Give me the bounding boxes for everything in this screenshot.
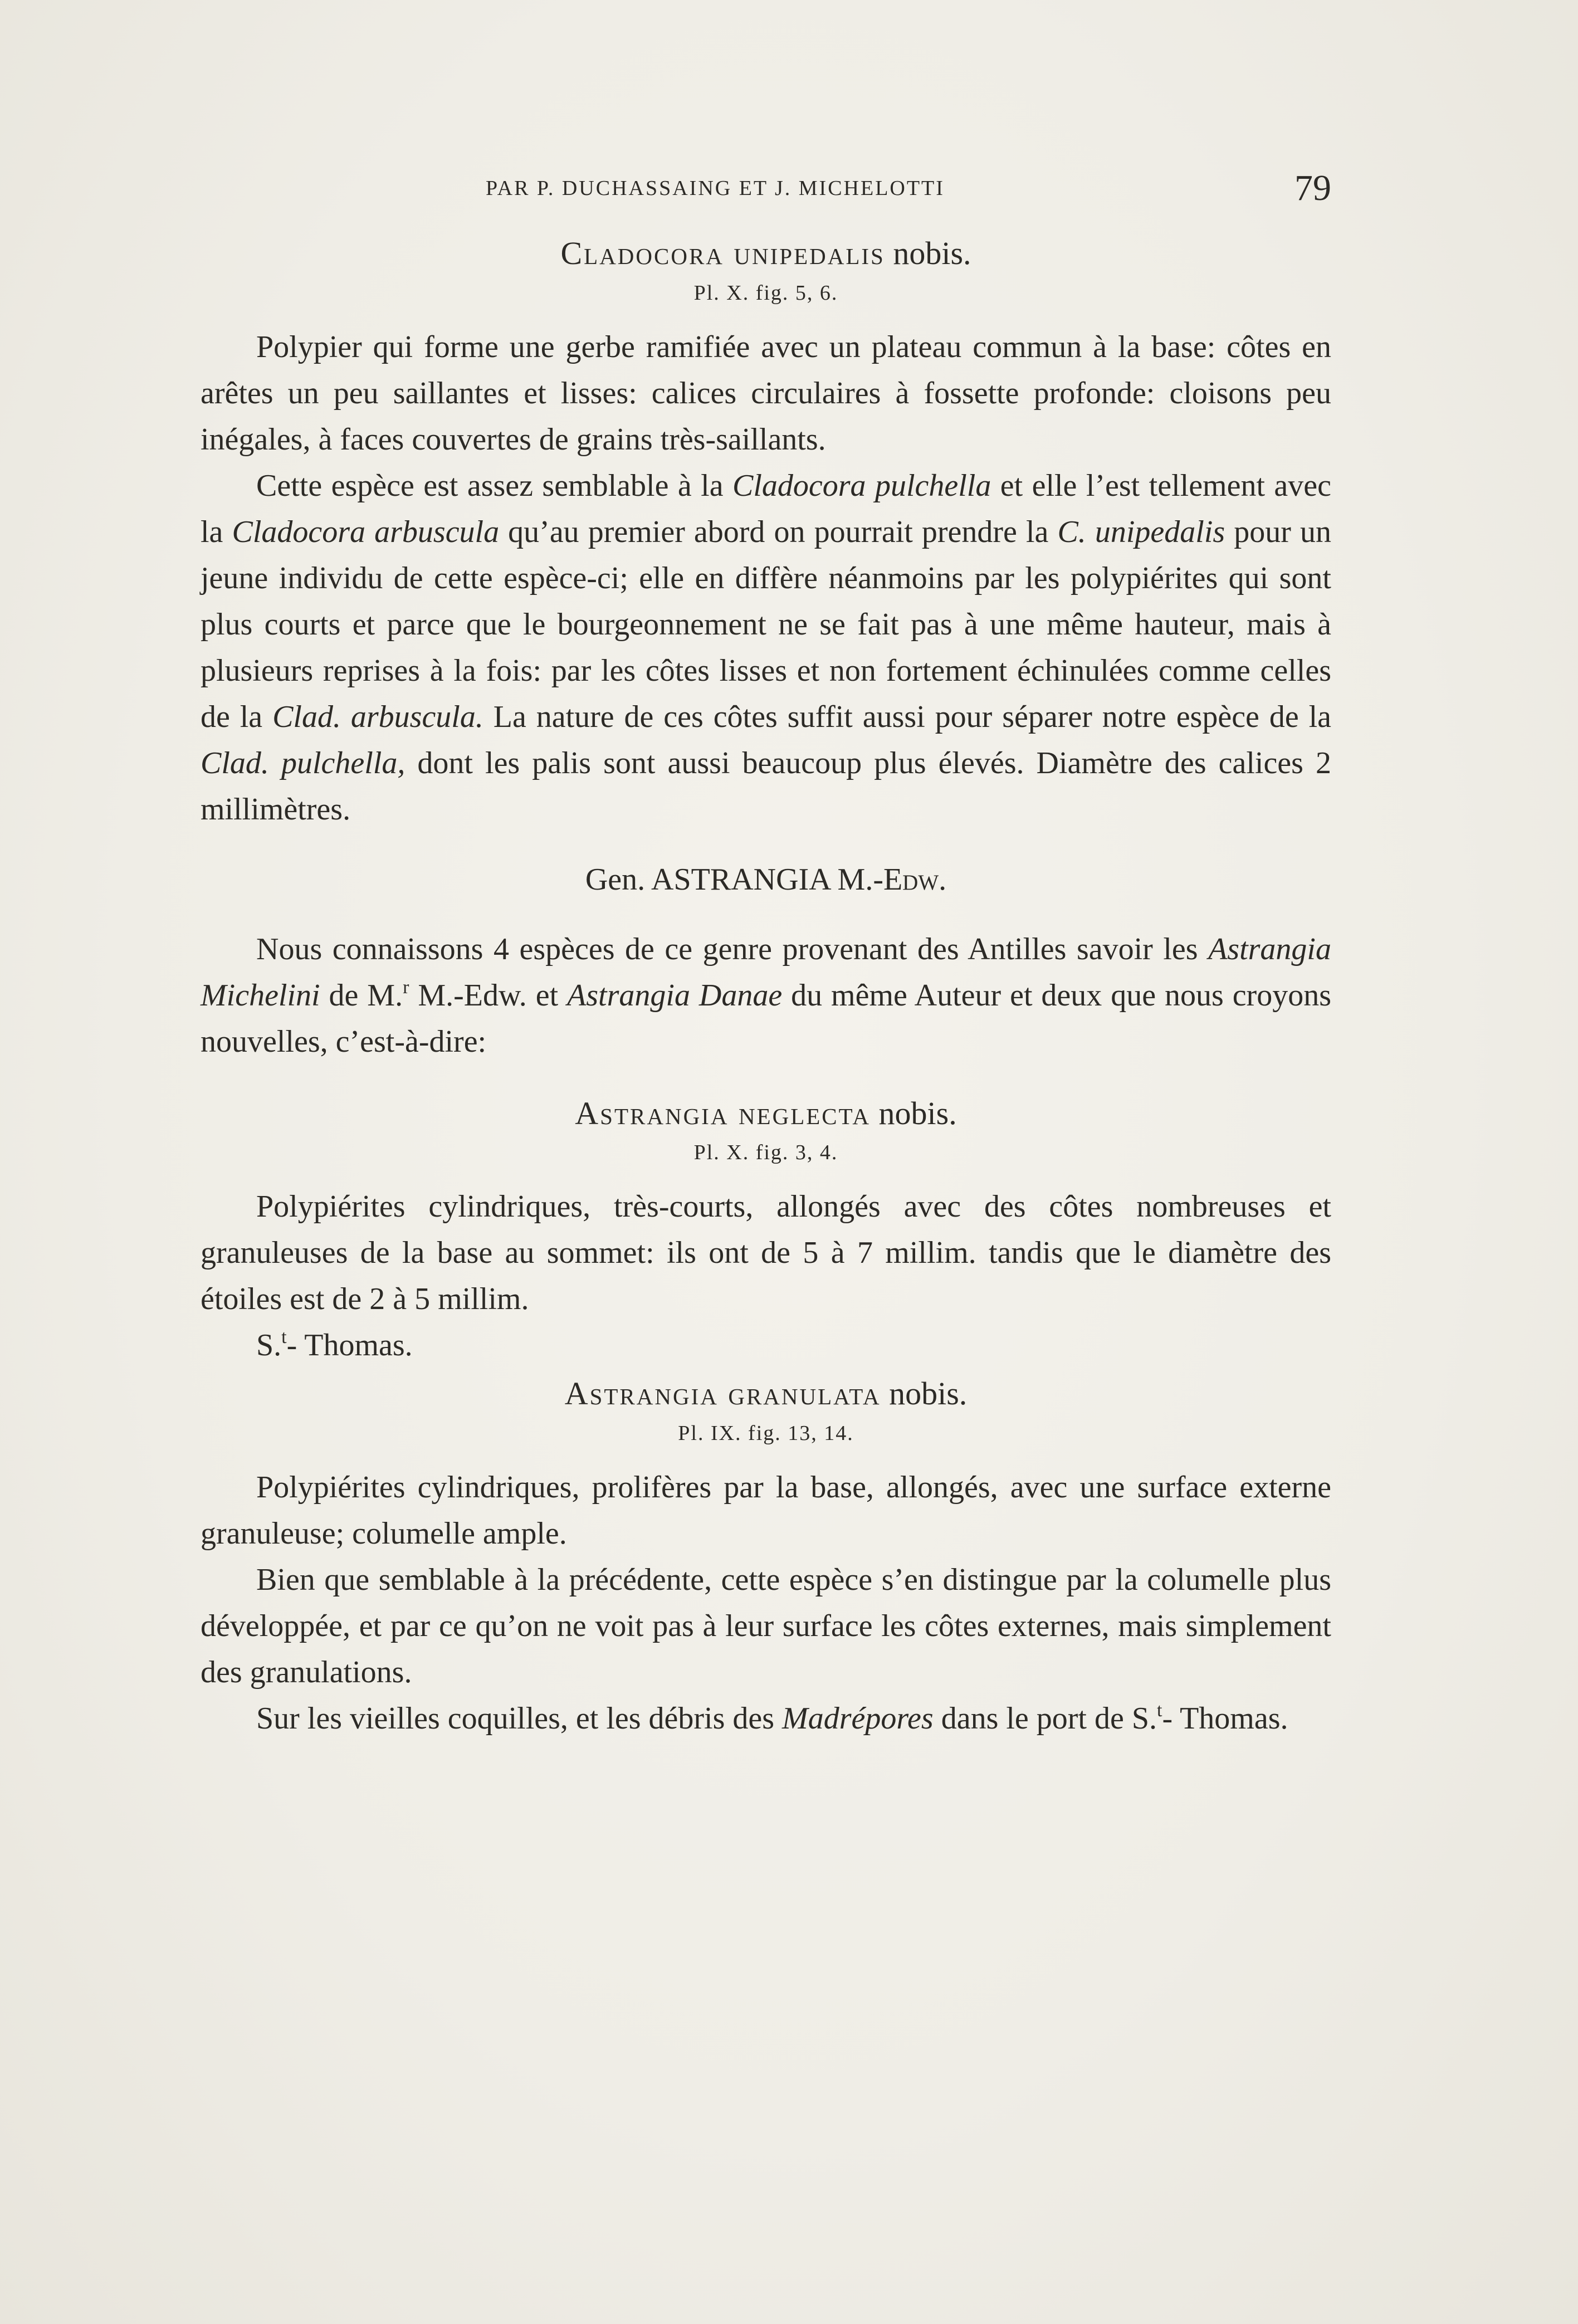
- text-run: de M.: [320, 978, 403, 1013]
- taxon-name: Astrangia Danae: [567, 978, 783, 1013]
- locality: [256, 1322, 1331, 1369]
- text-run: et elle l’est tellement avec la: [201, 468, 1331, 549]
- text-run: Nous connaissons 4 espèces de ce genre provenant des Antilles savoir les: [256, 931, 1209, 966]
- description-paragraph: Polypier qui forme une gerbe ramifiée avec un plateau commun à la base: côtes en arêtes un peu saillantes et lisses: calices circulaires à fossette profonde: cloisons peu inégales, à faces couvertes de grains très-saillants.: [201, 329, 1331, 457]
- taxon-name: Madrépores: [782, 1701, 934, 1736]
- genus-author: Edw.: [883, 862, 947, 897]
- superscript: t: [1157, 1700, 1162, 1721]
- text-run: S.: [256, 1328, 282, 1363]
- text-run: - Thomas.: [286, 1328, 413, 1363]
- text-run: La nature de ces côtes suffit aussi pour séparer notre espèce de la: [483, 699, 1331, 734]
- description-paragraph: Polypiérites cylindriques, prolifères par la base, allongés, avec une surface externe granuleuse; columelle ample.: [201, 1469, 1331, 1551]
- species-heading-astrangia-neglecta: [201, 1094, 1331, 1133]
- taxon-name: Cladocora pulchella: [732, 468, 991, 503]
- taxon-name: Clad. pulchella,: [201, 745, 406, 780]
- page-number: 79: [1294, 168, 1331, 208]
- text-run: qu’au premier abord on pourrait prendre la: [499, 514, 1058, 549]
- species-heading-cladocora-unipedalis: [201, 234, 1331, 273]
- genus-paragraph: [201, 926, 1331, 1065]
- text-run: dont les palis sont aussi beaucoup plus élevés. Diamètre des calices 2 millimètres.: [201, 745, 1332, 827]
- running-head: PAR P. DUCHASSAING ET J. MICHELOTTI: [486, 177, 945, 200]
- text-run: Sur les vieilles coquilles, et les débris des: [256, 1701, 783, 1736]
- genus-name: Gen. ASTRANGIA M.-: [585, 862, 883, 897]
- species-name: Cladocora unipedalis: [560, 235, 885, 271]
- plate-reference: Pl. X. fig. 3, 4.: [693, 1141, 838, 1165]
- comparison-paragraph: [201, 463, 1331, 833]
- species-author: nobis.: [893, 235, 971, 271]
- genus-heading: [201, 862, 1331, 897]
- text-run: pour un jeune individu de cette espèce-ci; elle en diffère néanmoins par les polypiérites qui sont plus courts et parce que le bourgeonnement ne se fait pas à une même hauteur, mais à plusieurs reprises à la fois: par les côtes lisses et non fortement échinulées comme celles de la: [201, 514, 1331, 734]
- taxon-name: C. unipedalis: [1057, 514, 1225, 549]
- species-author: nobis.: [889, 1375, 968, 1412]
- plate-reference: Pl. X. fig. 5, 6.: [693, 281, 838, 305]
- species-name: Astrangia neglecta: [575, 1095, 871, 1131]
- comparison-paragraph: Bien que semblable à la précédente, cette espèce s’en distingue par la columelle plus développée, et par ce qu’on ne voit pas à leur surface les côtes externes, mais simplement des granulations.: [201, 1562, 1331, 1690]
- taxon-name: Astrangia Michelini: [201, 931, 1331, 1013]
- superscript: t: [281, 1327, 287, 1348]
- page-body: [201, 234, 1331, 1742]
- text-run: - Thomas.: [1162, 1701, 1288, 1736]
- taxon-name: Cladocora arbuscula: [232, 514, 500, 549]
- species-author: nobis.: [878, 1095, 957, 1131]
- species-heading-astrangia-granulata: [201, 1374, 1331, 1413]
- text-run: dans le port de S.: [933, 1701, 1157, 1736]
- plate-reference: Pl. IX. fig. 13, 14.: [678, 1421, 854, 1445]
- page-header: [201, 168, 1331, 218]
- text-run: M.-Edw. et: [409, 978, 568, 1013]
- habitat-paragraph: [201, 1696, 1331, 1742]
- text-run: du même Auteur et deux que nous croyons nouvelles, c’est-à-dire:: [201, 978, 1331, 1059]
- superscript: r: [403, 977, 409, 998]
- description-paragraph: Polypiérites cylindriques, très-courts, allongés avec des côtes nombreuses et granuleuses de la base au sommet: ils ont de 5 à 7 millim. tandis que le diamètre des étoiles est de 2 à 5 millim.: [201, 1189, 1331, 1317]
- species-name: Astrangia granulata: [564, 1375, 881, 1412]
- text-run: Cette espèce est assez semblable à la: [256, 468, 732, 503]
- taxon-name: Clad. arbuscula.: [272, 699, 483, 734]
